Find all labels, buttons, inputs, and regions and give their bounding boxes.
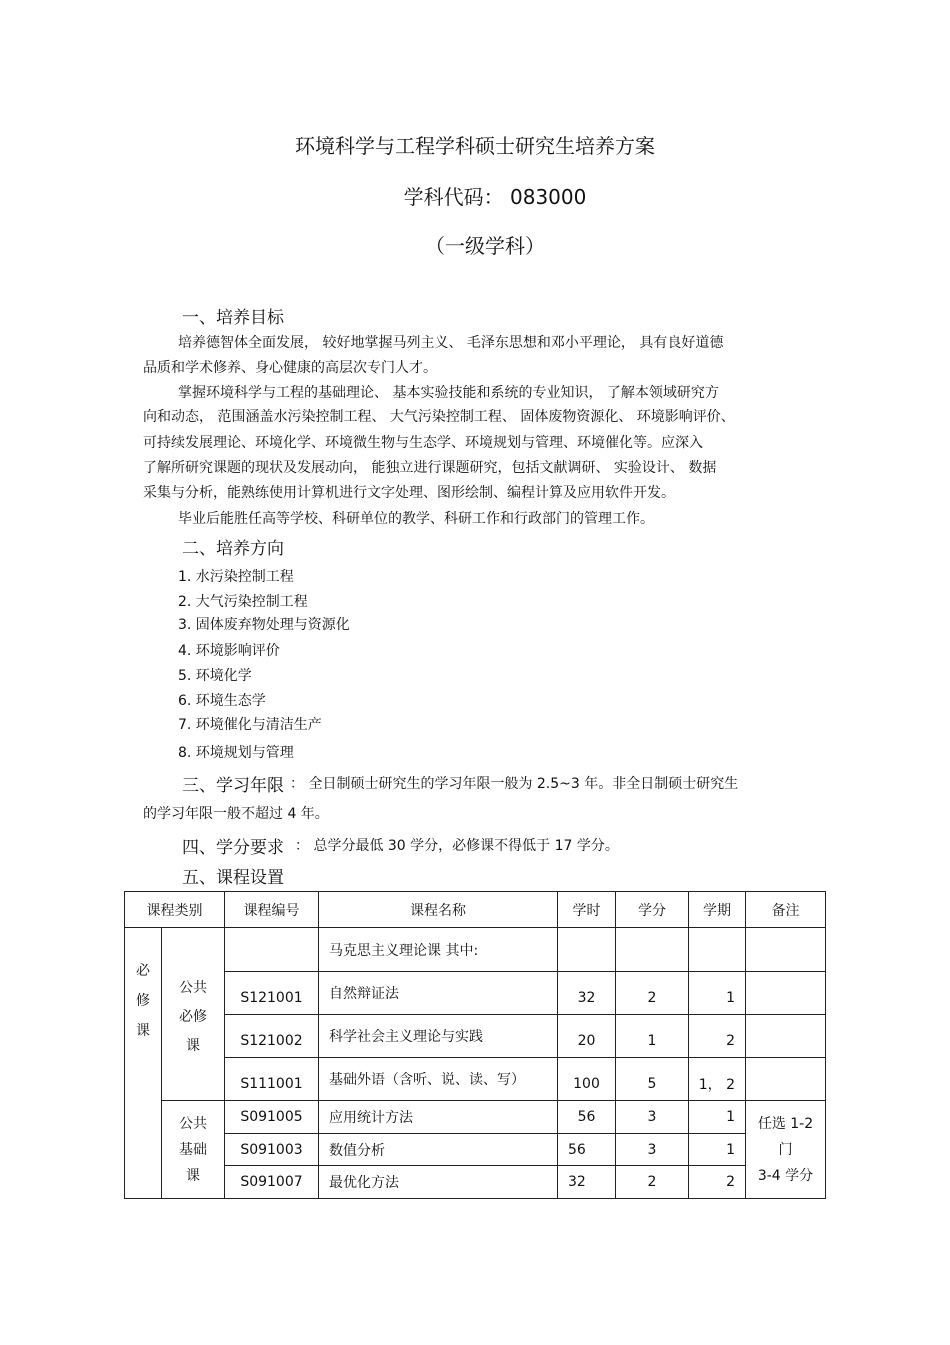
course-code: S121001	[225, 972, 319, 1015]
list-item: 1. 水污染控制工程	[178, 569, 294, 585]
course-credits: 3	[616, 1101, 689, 1134]
paragraph-line: 向和动态， 范围涵盖水污染控制工程、 大气污染控制工程、 固体废物资源化、 环境影响评价、	[143, 409, 735, 425]
course-term	[689, 928, 746, 972]
course-hours: 20	[558, 1015, 616, 1058]
course-hours: 56	[558, 1101, 616, 1134]
header-cell: 学时	[558, 892, 616, 928]
paragraph-line: ： 全日制硕士研究生的学习年限一般为 2.5~3 年。非全日制硕士研究生	[290, 776, 739, 792]
header-cell: 学分	[616, 892, 689, 928]
course-name: 自然辩证法	[319, 972, 558, 1015]
course-name: 马克思主义理论课 其中:	[319, 928, 558, 972]
course-credits: 5	[616, 1058, 689, 1101]
course-credits: 3	[616, 1134, 689, 1166]
course-remark	[746, 1015, 826, 1058]
list-item: 6. 环境生态学	[178, 693, 266, 709]
course-term: 2	[689, 1015, 746, 1058]
paragraph-line: 的学习年限一般不超过 4 年。	[143, 806, 329, 822]
section-2-heading: 二、培养方向	[182, 539, 284, 559]
section-3-heading: 三、学习年限	[182, 776, 284, 796]
course-term: 2	[689, 1166, 746, 1199]
course-credits: 2	[616, 1166, 689, 1199]
course-hours: 32	[558, 1166, 616, 1199]
course-credits	[616, 928, 689, 972]
table-row	[125, 1166, 826, 1199]
section-1-heading: 一、培养目标	[182, 308, 284, 328]
course-remark	[746, 928, 826, 972]
table-row	[125, 972, 826, 1015]
paragraph-line: 可持续发展理论、环境化学、环境微生物与生态学、环境规划与管理、环境催化等。应深入	[143, 435, 703, 451]
course-hours	[558, 928, 616, 972]
course-hours: 32	[558, 972, 616, 1015]
paragraph-line: 掌握环境科学与工程的基础理论、 基本实验技能和系统的专业知识， 了解本领域研究方	[178, 385, 719, 401]
course-table	[124, 891, 826, 1199]
paragraph-line: 采集与分析，能熟练使用计算机进行文字处理、图形绘制、编程计算及应用软件开发。	[143, 485, 675, 501]
header-cell: 学期	[689, 892, 746, 928]
table-header-row	[125, 892, 826, 928]
list-item: 2. 大气污染控制工程	[178, 594, 308, 610]
subcategory-public-required: 公共 必修 课	[162, 928, 225, 1101]
course-name: 数值分析	[319, 1134, 558, 1166]
course-code: S091003	[225, 1134, 319, 1166]
list-item: 5. 环境化学	[178, 668, 252, 684]
course-term: 1	[689, 972, 746, 1015]
table-row	[125, 1058, 826, 1101]
course-code: S121002	[225, 1015, 319, 1058]
course-code: S111001	[225, 1058, 319, 1101]
category-required: 必 修 课	[125, 928, 162, 1199]
course-name: 基础外语（含听、说、读、写）	[319, 1058, 558, 1101]
document-title: 环境科学与工程学科硕士研究生培养方案	[295, 134, 655, 158]
table-row	[125, 1015, 826, 1058]
course-term: 1， 2	[689, 1058, 746, 1101]
subcategory-public-basic: 公共 基础 课	[162, 1101, 225, 1199]
list-item: 3. 固体废弃物处理与资源化	[178, 617, 350, 633]
discipline-code: 学科代码： 083000	[403, 185, 587, 209]
discipline-level: （一级学科）	[425, 234, 545, 258]
course-remark-elective: 任选 1-2 门 3-4 学分	[746, 1101, 826, 1199]
header-cell: 课程类别	[125, 892, 225, 928]
course-hours: 56	[558, 1134, 616, 1166]
course-name: 最优化方法	[319, 1166, 558, 1199]
course-term: 1	[689, 1101, 746, 1134]
list-item: 7. 环境催化与清洁生产	[178, 717, 322, 733]
section-5-heading: 五、课程设置	[182, 868, 284, 888]
course-name: 科学社会主义理论与实践	[319, 1015, 558, 1058]
course-code: S091005	[225, 1101, 319, 1134]
paragraph-line: 培养德智体全面发展， 较好地掌握马列主义、 毛泽东思想和邓小平理论， 具有良好道德	[178, 335, 724, 351]
course-remark	[746, 972, 826, 1015]
course-name: 应用统计方法	[319, 1101, 558, 1134]
course-hours: 100	[558, 1058, 616, 1101]
course-code: S091007	[225, 1166, 319, 1199]
table-row	[125, 928, 826, 972]
course-code	[225, 928, 319, 972]
paragraph-line: 毕业后能胜任高等学校、科研单位的教学、科研工作和行政部门的管理工作。	[178, 511, 654, 527]
course-credits: 2	[616, 972, 689, 1015]
course-remark	[746, 1058, 826, 1101]
header-cell: 课程编号	[225, 892, 319, 928]
list-item: 4. 环境影响评价	[178, 643, 280, 659]
paragraph-line: ： 总学分最低 30 学分，必修课不得低于 17 学分。	[295, 838, 619, 854]
list-item: 8. 环境规划与管理	[178, 745, 294, 761]
course-term: 1	[689, 1134, 746, 1166]
section-4-heading: 四、学分要求	[182, 838, 284, 858]
table-row	[125, 1134, 826, 1166]
header-cell: 备注	[746, 892, 826, 928]
header-cell: 课程名称	[319, 892, 558, 928]
paragraph-line: 了解所研究课题的现状及发展动向， 能独立进行课题研究，包括文献调研、 实验设计、 数据	[143, 460, 717, 476]
paragraph-line: 品质和学术修养、身心健康的高层次专门人才。	[143, 360, 437, 376]
course-credits: 1	[616, 1015, 689, 1058]
table-row	[125, 1101, 826, 1134]
